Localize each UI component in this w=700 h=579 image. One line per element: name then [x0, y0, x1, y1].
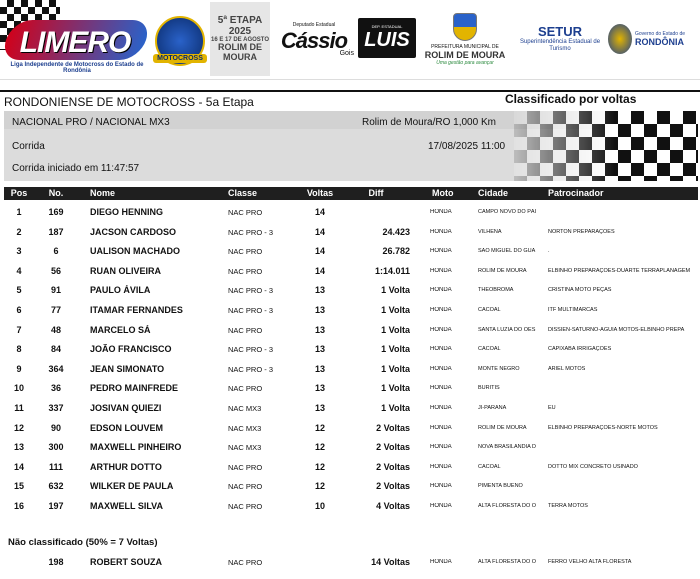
row-laps: 13 [314, 304, 325, 315]
table-row [4, 437, 698, 457]
row-rider-name: PEDRO MAINFREDE [90, 383, 179, 394]
table-row [4, 241, 698, 261]
row-sponsor: . [548, 248, 550, 255]
row-rider-name: JOSIVAN QUIEZI [90, 402, 162, 413]
race-info-box [4, 111, 698, 181]
row-class: NAC PRO [228, 247, 263, 257]
rolim-line2: ROLIM DE MOURA [424, 49, 506, 60]
row-diff: 14 Voltas [371, 557, 410, 567]
row-number: 36 [50, 383, 61, 394]
row-number: 111 [48, 461, 64, 472]
row-number: 77 [50, 304, 61, 315]
row-moto: HONDA [430, 326, 452, 333]
row-class: NAC PRO [228, 325, 263, 335]
race-start-time: Corrida iniciado em 11:47:57 [12, 163, 140, 174]
row-pos: 16 [13, 500, 24, 511]
setur-desc: Superintendência Estadual de Turismo [519, 38, 601, 52]
table-row [4, 339, 698, 359]
row-diff: 1 Volta [381, 344, 410, 355]
row-diff: 1 Volta [381, 383, 410, 394]
row-moto: HONDA [430, 346, 452, 353]
row-class: NAC PRO [228, 462, 263, 472]
row-sponsor: ELBINHO PREPARAÇÕES-NORTE MOTOS [548, 424, 658, 431]
row-moto: HONDA [430, 228, 452, 235]
setur-name: SETUR [537, 23, 583, 39]
row-number: 300 [48, 442, 64, 453]
row-number: 187 [48, 226, 64, 237]
row-class: NAC MX3 [228, 403, 262, 413]
row-diff: 26.782 [382, 246, 410, 257]
row-sponsor: CAPIXABA IRRIGAÇÕES [548, 346, 612, 353]
row-laps: 12 [314, 422, 325, 433]
row-class: NAC PRO [228, 266, 263, 276]
rolim-prefeitura-logo [420, 6, 510, 72]
row-laps: 12 [314, 461, 325, 472]
row-city: NOVA BRASILÂNDIA D [478, 444, 536, 451]
rolim-slogan: Uma gestão para avançar [436, 59, 494, 66]
limero-logo [0, 0, 150, 78]
not-classified-body [4, 552, 698, 572]
row-laps: 12 [314, 481, 325, 492]
row-laps: 14 [314, 246, 325, 257]
row-number: 6 [53, 246, 59, 257]
table-row [4, 261, 698, 281]
row-number: 90 [50, 422, 61, 433]
row-pos: 14 [13, 461, 24, 472]
row-sponsor: EU [548, 404, 556, 411]
row-rider-name: UALISON MACHADO [90, 246, 180, 257]
rolim-line1: PREFEITURA MUNICIPAL DE [431, 43, 499, 50]
row-laps: 13 [314, 363, 325, 374]
row-sponsor: CRISTINA MOTO PEÇAS [548, 287, 612, 294]
row-city: MONTE NEGRO [478, 365, 520, 372]
row-sponsor: DISSIEN-SATURNO-ÁGUIA MOTOS-ELBINHO PREPA [548, 326, 685, 333]
etapa-number: 5ª ETAPA [217, 14, 263, 26]
cassio-gois-logo [274, 14, 354, 64]
row-laps: 13 [314, 285, 325, 296]
row-number: 198 [48, 557, 64, 567]
gov-line1: Governo do Estado de [635, 31, 686, 37]
row-class: NAC PRO [228, 208, 263, 217]
table-row [4, 378, 698, 398]
luis-name: LUIS [364, 29, 410, 51]
row-laps: 13 [314, 402, 325, 413]
row-sponsor: ARIEL MOTOS [548, 365, 586, 372]
row-moto: HONDA [430, 287, 452, 294]
row-pos: 9 [16, 363, 22, 374]
row-laps: 14 [314, 207, 325, 217]
row-pos: 15 [13, 481, 24, 492]
rolim-crest-icon [453, 13, 477, 41]
row-number: 337 [48, 402, 64, 413]
col-pos: Pos [10, 188, 28, 198]
row-moto: HONDA [430, 248, 452, 255]
row-city: SANTA LUZIA DO OES [478, 326, 536, 333]
row-class: NAC PRO [228, 558, 263, 567]
row-rider-name: MAXWELL PINHEIRO [90, 442, 182, 453]
row-diff: 1 Volta [381, 363, 410, 374]
motocross-label: MOTOCROSS [153, 54, 207, 63]
row-pos: 4 [16, 265, 22, 276]
row-class: NAC PRO - 3 [228, 227, 274, 237]
row-diff: 2 Voltas [376, 422, 410, 433]
row-number: 48 [50, 324, 61, 335]
col-diff: Diff [368, 188, 384, 198]
col-sponsor: Patrocinador [548, 188, 604, 198]
results-table-body [4, 202, 698, 516]
not-classified-title: Não classificado (50% = 7 Voltas) [8, 537, 158, 548]
row-sponsor: FERRO VELHO ALTA FLORESTA [548, 559, 632, 565]
race-session: Corrida [12, 141, 45, 152]
row-laps: 13 [314, 324, 325, 335]
row-sponsor: ITF MULTIMARCAS [548, 306, 598, 313]
title-row [0, 90, 700, 110]
table-row [4, 202, 698, 222]
checkered-flag-icon [514, 111, 698, 181]
limero-tagline: Liga Independente de Motocross do Estado de Rondônia [10, 62, 144, 74]
row-diff: 2 Voltas [376, 461, 410, 472]
row-number: 632 [48, 481, 64, 492]
row-diff: 1:14.011 [374, 265, 410, 276]
row-class: NAC PRO - 3 [228, 286, 274, 296]
row-rider-name: ITAMAR FERNANDES [90, 304, 183, 315]
row-diff: 1 Volta [381, 285, 410, 296]
row-class: NAC PRO [228, 384, 263, 394]
row-pos: 6 [16, 304, 22, 315]
row-moto: HONDA [430, 483, 452, 490]
race-datetime: 17/08/2025 11:00 [428, 141, 506, 152]
table-row [4, 476, 698, 496]
table-row [4, 359, 698, 379]
row-moto: HONDA [430, 502, 452, 509]
row-diff: 2 Voltas [376, 442, 410, 453]
row-class: NAC PRO - 3 [228, 305, 274, 315]
row-class: NAC MX3 [228, 423, 262, 433]
row-city: ROLIM DE MOURA [478, 424, 527, 431]
col-city: Cidade [478, 188, 509, 198]
row-rider-name: ROBERT SOUZA [90, 557, 162, 567]
race-category: NACIONAL PRO / NACIONAL MX3 [12, 117, 170, 128]
table-row [4, 300, 698, 320]
setur-logo [512, 18, 608, 58]
row-class: NAC MX3 [228, 443, 262, 453]
row-moto: HONDA [430, 365, 452, 372]
row-pos: 12 [13, 422, 24, 433]
row-pos: 5 [16, 285, 22, 296]
cassio-name: Cássio [280, 27, 348, 53]
row-city: CACOAL [478, 346, 501, 353]
limero-wordmark: LIMERO [19, 26, 131, 59]
row-number: 169 [48, 207, 64, 217]
row-city: JI-PARANÁ [478, 404, 507, 411]
etapa-dates: 16 E 17 DE AGOSTO [210, 36, 270, 43]
row-city: CACOAL [478, 306, 501, 313]
row-rider-name: MARCELO SÁ [90, 324, 151, 335]
sponsor-banner [0, 0, 700, 80]
luis-logo [358, 18, 416, 58]
motocross-logo [152, 6, 208, 72]
table-row [4, 457, 698, 477]
row-city: CAMPO NOVO DO PÁI [478, 209, 537, 215]
row-sponsor: ELBINHO PREPARAÇÕES-DUARTE TERRAPLANAGEM [548, 267, 691, 274]
row-moto: HONDA [430, 444, 452, 451]
row-number: 84 [50, 344, 61, 355]
col-num: No. [48, 188, 64, 198]
governo-rondonia-logo [608, 14, 698, 64]
col-moto: Moto [432, 188, 454, 198]
row-rider-name: WILKER DE PAULA [90, 481, 174, 492]
row-class: NAC PRO - 3 [228, 364, 274, 374]
row-laps: 13 [314, 383, 325, 394]
table-row [4, 280, 698, 300]
row-city: ALTA FLORESTA DO O [478, 559, 537, 565]
row-laps: 13 [314, 344, 325, 355]
row-laps: 10 [314, 500, 325, 511]
row-rider-name: JACSON CARDOSO [90, 226, 177, 237]
row-number: 91 [50, 285, 61, 296]
table-row [4, 496, 698, 516]
row-sponsor: TERRA MOTOS [548, 502, 588, 509]
row-laps: 12 [314, 442, 325, 453]
row-pos: 10 [13, 383, 24, 394]
table-row [4, 222, 698, 242]
row-number: 56 [50, 265, 61, 276]
event-title: RONDONIENSE DE MOTOCROSS - 5a Etapa [4, 95, 254, 109]
row-rider-name: DIEGO HENNING [90, 207, 164, 217]
row-moto: HONDA [430, 209, 452, 215]
row-pos: 3 [16, 246, 22, 257]
etapa-badge [210, 2, 270, 76]
row-pos: 1 [16, 207, 22, 217]
row-rider-name: MAXWELL SILVA [90, 500, 163, 511]
col-laps: Voltas [306, 188, 334, 198]
row-rider-name: ARTHUR DOTTO [90, 461, 162, 472]
row-pos: 2 [16, 226, 22, 237]
row-pos: 7 [16, 324, 22, 335]
row-moto: HONDA [430, 463, 452, 470]
row-moto: HONDA [430, 404, 452, 411]
row-sponsor: DOTTO MIX CONCRETO USINADO [548, 463, 638, 470]
row-diff: 1 Volta [381, 304, 410, 315]
row-pos: 8 [16, 344, 22, 355]
row-city: THEOBROMA [478, 287, 514, 294]
report-type: Classificado por voltas [505, 92, 637, 106]
row-city: BURITIS [478, 385, 500, 392]
row-class: NAC PRO [228, 501, 263, 511]
row-city: VILHENA [478, 228, 502, 235]
row-moto: HONDA [430, 306, 452, 313]
row-sponsor: NORTON PREPARAÇÕES [548, 228, 615, 235]
row-diff: 24.423 [382, 226, 410, 237]
table-row [4, 320, 698, 340]
row-moto: HONDA [430, 267, 452, 274]
row-class: NAC PRO [228, 482, 263, 492]
row-city: SÃO MIGUEL DO GUA [478, 248, 536, 255]
row-pos: 13 [13, 442, 24, 453]
row-city: CACOAL [478, 463, 501, 470]
row-rider-name: JEAN SIMONATO [90, 363, 165, 374]
etapa-year: 2025 [228, 25, 252, 37]
row-laps: 14 [314, 226, 325, 237]
row-moto: HONDA [430, 424, 452, 431]
row-diff: 1 Volta [381, 324, 410, 335]
row-pos: 11 [14, 402, 24, 413]
row-number: 364 [48, 363, 64, 374]
row-city: PIMENTA BUENO [478, 483, 523, 490]
row-diff: 4 Voltas [376, 500, 410, 511]
row-city: ALTA FLORESTA DO O [478, 502, 537, 509]
col-class: Classe [228, 188, 258, 198]
row-diff: 1 Volta [381, 402, 410, 413]
table-row [4, 552, 698, 572]
gov-line2: RONDÔNIA [635, 37, 684, 47]
row-diff: 2 Voltas [376, 481, 410, 492]
row-city: ROLIM DE MOURA [478, 267, 527, 274]
race-location: Rolim de Moura/RO 1,000 Km [362, 117, 496, 128]
cassio-role: Deputado Estadual [292, 21, 336, 28]
rondonia-crest-icon [608, 24, 632, 54]
row-number: 197 [48, 500, 64, 511]
row-rider-name: EDSON LOUVEM [90, 422, 164, 433]
etapa-city: ROLIM DE MOURA [218, 42, 262, 63]
row-rider-name: PAULO ÁVILA [90, 285, 151, 296]
row-moto: HONDA [430, 385, 452, 392]
cassio-surname: Gois [339, 49, 354, 57]
table-row [4, 398, 698, 418]
row-class: NAC PRO - 3 [228, 345, 274, 355]
table-row [4, 418, 698, 438]
results-table-header [4, 187, 698, 200]
col-name: Nome [90, 188, 116, 198]
row-rider-name: RUAN OLIVEIRA [90, 265, 162, 276]
row-moto: HONDA [430, 559, 452, 565]
luis-role: DEP. ESTADUAL [371, 24, 403, 29]
row-laps: 14 [314, 265, 325, 276]
row-rider-name: JOÃO FRANCISCO [90, 344, 172, 355]
